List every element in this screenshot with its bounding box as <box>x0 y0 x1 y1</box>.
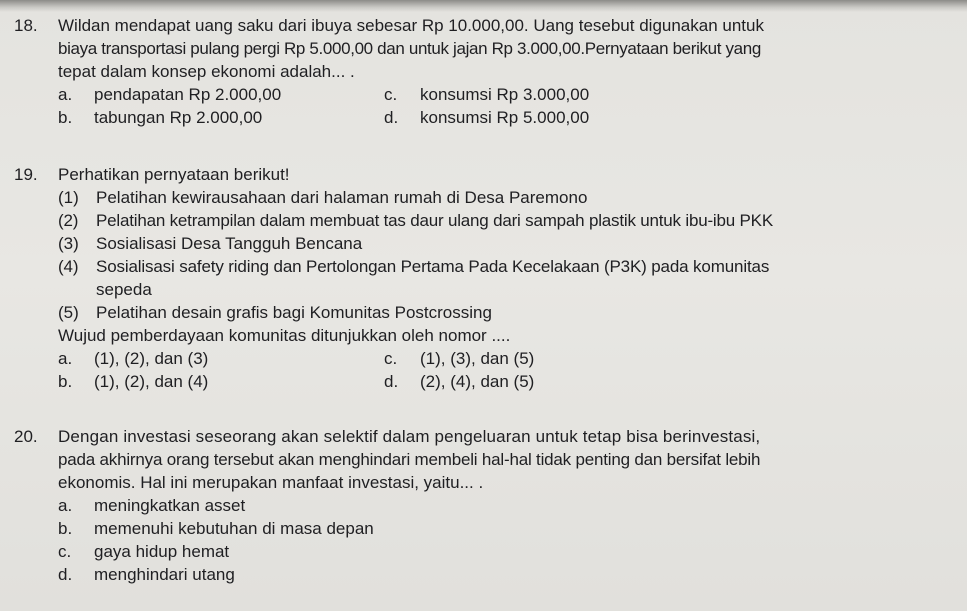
option-c[interactable]: c. gaya hidup hemat <box>58 542 230 561</box>
option-a[interactable]: a. pendapatan Rp 2.000,00 <box>58 85 282 104</box>
question-intro: Perhatikan pernyataan berikut! <box>58 165 290 184</box>
option-d[interactable]: d. konsumsi Rp 5.000,00 <box>384 108 590 127</box>
question-number: 19. <box>14 165 38 184</box>
statement-4: (4) Sosialisasi safety riding dan Pertolongan Pertama Pada Kecelakaan (P3K) pada komunitas <box>58 257 770 276</box>
statement-1: (1) Pelatihan kewirausahaan dari halaman rumah di Desa Paremono <box>58 188 588 207</box>
question-text-line: Wildan mendapat uang saku dari ibuya sebesar Rp 10.000,00. Uang tesebut digunakan untuk <box>58 16 764 35</box>
option-a[interactable]: a. (1), (2), dan (3) <box>58 349 209 368</box>
question-19 <box>14 163 959 393</box>
question-text-line: biaya transportasi pulang pergi Rp 5.000,00 dan untuk jajan Rp 3.000,00.Pernyataan berikut yang <box>58 39 761 58</box>
question-text-line: tepat dalam konsep ekonomi adalah... . <box>58 62 355 81</box>
options-row <box>58 106 959 129</box>
question-20 <box>14 425 959 586</box>
question-18 <box>14 14 959 129</box>
statement-4-continuation: sepeda <box>96 280 152 299</box>
page-top-shadow <box>0 0 967 12</box>
question-text-line: Dengan investasi seseorang akan selektif dalam pengeluaran untuk tetap bisa berinvestasi, <box>58 427 761 446</box>
question-number: 20. <box>14 427 38 446</box>
question-text: Wujud pemberdayaan komunitas ditunjukkan oleh nomor .... <box>58 326 511 345</box>
option-a[interactable]: a. meningkatkan asset <box>58 496 246 515</box>
options-row <box>58 347 959 370</box>
option-b[interactable]: b. memenuhi kebutuhan di masa depan <box>58 519 374 538</box>
statement-2: (2) Pelatihan ketrampilan dalam membuat tas daur ulang dari sampah plastik untuk ibu-ibu PKK <box>58 211 773 230</box>
statement-5: (5) Pelatihan desain grafis bagi Komunitas Postcrossing <box>58 303 492 322</box>
question-text-line: ekonomis. Hal ini merupakan manfaat investasi, yaitu... . <box>58 473 484 492</box>
statement-3: (3) Sosialisasi Desa Tangguh Bencana <box>58 234 363 253</box>
question-text-line: pada akhirnya orang tersebut akan menghindari membeli hal-hal tidak penting dan bersifat lebih <box>58 450 761 469</box>
option-b[interactable]: b. (1), (2), dan (4) <box>58 372 209 391</box>
options-row <box>58 83 959 106</box>
question-number: 18. <box>14 16 38 35</box>
option-b[interactable]: b. tabungan Rp 2.000,00 <box>58 108 263 127</box>
option-d[interactable]: d. (2), (4), dan (5) <box>384 372 535 391</box>
option-c[interactable]: c. konsumsi Rp 3.000,00 <box>384 85 590 104</box>
option-c[interactable]: c. (1), (3), dan (5) <box>384 349 535 368</box>
option-d[interactable]: d. menghindari utang <box>58 565 235 584</box>
options-row <box>58 370 959 393</box>
